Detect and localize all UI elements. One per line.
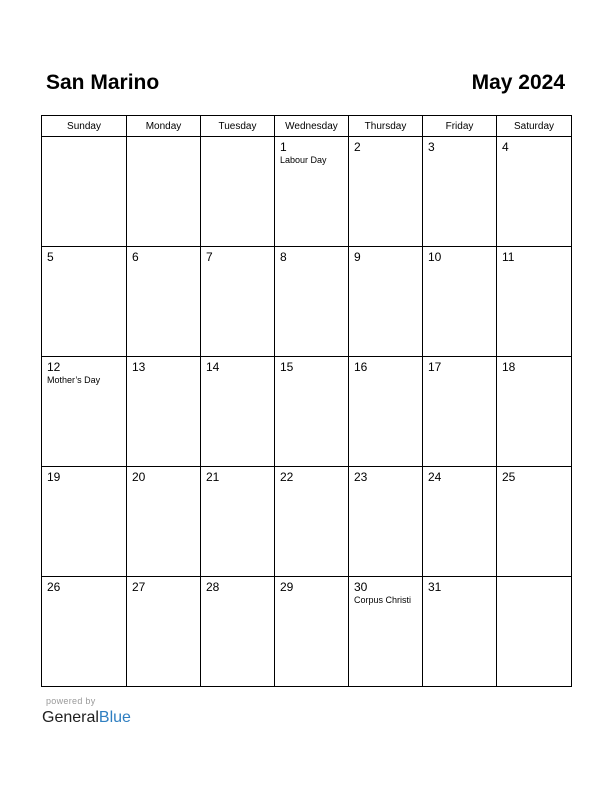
day-number: 9 (354, 250, 361, 264)
day-cell (423, 577, 497, 687)
empty-day-cell (127, 137, 201, 247)
day-number: 8 (280, 250, 287, 264)
day-cell (497, 137, 572, 247)
day-cell (42, 577, 127, 687)
day-number: 30 (354, 580, 368, 594)
day-cell (275, 467, 349, 577)
holiday-label: Corpus Christi (354, 595, 412, 605)
week-row (42, 137, 572, 247)
day-cell (42, 357, 127, 467)
day-cell (201, 357, 275, 467)
day-cell (275, 247, 349, 357)
day-cell (423, 357, 497, 467)
day-cell (497, 357, 572, 467)
day-cell (201, 467, 275, 577)
weekday-saturday: Saturday (497, 116, 572, 137)
generalblue-logo (42, 708, 131, 728)
day-number: 20 (132, 470, 146, 484)
weekday-friday: Friday (423, 116, 497, 137)
day-cell (497, 247, 572, 357)
day-number: 28 (206, 580, 220, 594)
day-number: 4 (502, 140, 509, 154)
weekday-sunday: Sunday (42, 116, 127, 137)
day-cell (42, 467, 127, 577)
day-number: 18 (502, 360, 516, 374)
day-number: 19 (47, 470, 61, 484)
day-cell (127, 577, 201, 687)
day-number: 25 (502, 470, 516, 484)
day-cell (349, 467, 423, 577)
day-number: 5 (47, 250, 54, 264)
weekday-monday: Monday (127, 116, 201, 137)
day-number: 2 (354, 140, 361, 154)
day-number: 12 (47, 360, 61, 374)
day-cell (349, 357, 423, 467)
month-year-title: May 2024 (471, 71, 565, 94)
day-number: 11 (502, 250, 515, 264)
day-number: 3 (428, 140, 435, 154)
weekday-tuesday: Tuesday (201, 116, 275, 137)
day-number: 15 (280, 360, 294, 374)
day-cell (275, 357, 349, 467)
week-row (42, 577, 572, 687)
day-number: 1 (280, 140, 287, 154)
day-cell (127, 247, 201, 357)
calendar-grid (41, 115, 572, 687)
weekday-header-row (42, 116, 572, 137)
day-number: 27 (132, 580, 146, 594)
day-number: 16 (354, 360, 368, 374)
day-number: 29 (280, 580, 294, 594)
day-cell (201, 577, 275, 687)
day-number: 10 (428, 250, 442, 264)
day-cell (423, 137, 497, 247)
brand-general: General (42, 709, 99, 726)
week-row (42, 467, 572, 577)
day-number (497, 577, 571, 580)
day-number: 7 (206, 250, 213, 264)
day-cell (127, 357, 201, 467)
day-cell (423, 467, 497, 577)
day-number: 24 (428, 470, 442, 484)
empty-day-cell (201, 137, 275, 247)
day-number: 13 (132, 360, 146, 374)
calendar-body (42, 137, 572, 687)
day-number (201, 137, 274, 140)
powered-by-text: powered by (46, 696, 96, 706)
day-cell (127, 467, 201, 577)
day-number (42, 137, 126, 140)
week-row (42, 357, 572, 467)
holiday-label: Labour Day (280, 155, 327, 165)
day-cell (497, 467, 572, 577)
weekday-thursday: Thursday (349, 116, 423, 137)
country-title: San Marino (46, 71, 160, 94)
day-cell (275, 137, 349, 247)
brand-blue: Blue (98, 709, 131, 726)
day-number: 31 (428, 580, 442, 594)
day-cell (349, 577, 423, 687)
day-number: 23 (354, 470, 368, 484)
day-number (127, 137, 200, 140)
holiday-label: Mother’s Day (47, 375, 101, 385)
day-number: 14 (206, 360, 220, 374)
week-row (42, 247, 572, 357)
day-number: 6 (132, 250, 139, 264)
empty-day-cell (42, 137, 127, 247)
day-cell (42, 247, 127, 357)
day-number: 17 (428, 360, 442, 374)
footer (42, 696, 131, 728)
day-cell (275, 577, 349, 687)
day-cell (201, 247, 275, 357)
day-cell (423, 247, 497, 357)
day-cell (349, 247, 423, 357)
day-number: 22 (280, 470, 294, 484)
empty-day-cell (497, 577, 572, 687)
weekday-wednesday: Wednesday (275, 116, 349, 137)
day-number: 21 (206, 470, 220, 484)
day-cell (349, 137, 423, 247)
day-number: 26 (47, 580, 61, 594)
